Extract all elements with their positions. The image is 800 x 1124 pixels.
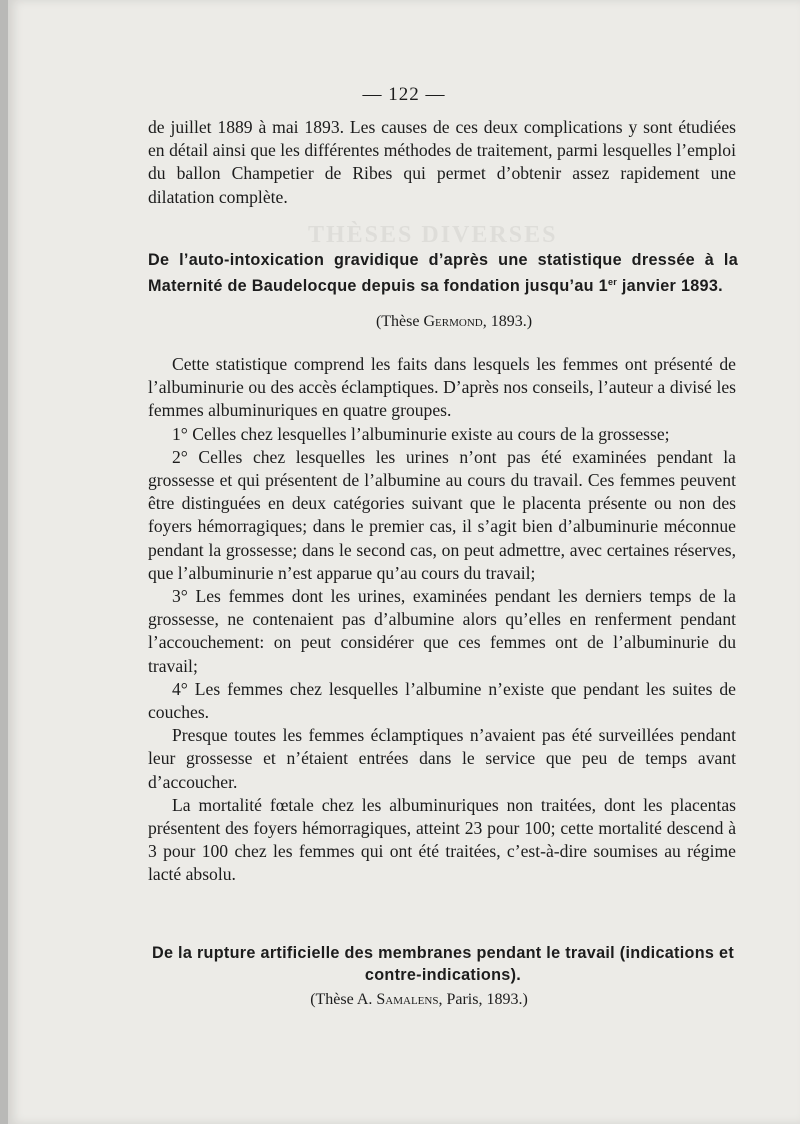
page-number: — 122 — [362,84,446,105]
continuation-paragraph [148,116,736,209]
show-through-text: THÈSES DIVERSES [308,222,558,248]
section-heading-rupture: De la rupture artificielle des membranes pendant le travail (indications et contre-indications). [151,944,735,984]
section-heading-auto-intoxication: De l’auto-intoxication gravidique d’après une statistique dressée à la Maternité de Baudelocque depuis sa fondation jusqu’au 1er janvier 1893. [148,251,738,295]
citation-author: Germond [423,313,483,330]
list-item: 2° Celles chez lesquelles les urines n’ont pas été examinées pendant la grossesse et qui présentent de l’albumine au cours du travail. Ces femmes peuvent être distinguées en deux catégories suivant que le placenta présente ou non des foyers hémorragiques; dans le premier cas, il s’agit bien d’albuminurie méconnue pendant la grossesse; dans le second cas, on peut admettre, avec certaines réserves, que l’albuminurie n’est apparue qu’au cours du travail; [148,446,736,583]
paragraph: Cette statistique comprend les faits dans lesquels les femmes ont présenté de l’albuminurie ou des accès éclamptiques. D’après nos conseils, l’auteur a divisé les femmes albuminuriques en quatre groupes. [148,354,736,421]
citation-samalens: (Thèse A. Samalens, Paris, 1893.) [310,991,528,1008]
citation-germond: (Thèse Germond, 1893.) [375,313,533,330]
citation-author: Samalens [376,991,439,1008]
document-page [8,0,800,1124]
paragraph: Presque toutes les femmes éclamptiques n’avaient pas été surveillées pendant leur grossesse et n’étaient entrées dans le service que peu de temps avant d’accoucher. [148,725,736,792]
list-item: 1° Celles chez lesquelles l’albuminurie existe au cours de la grossesse; [172,423,670,444]
paragraph: La mortalité fœtale chez les albuminuriques non traitées, dont les placentas présentent des foyers hémorragiques, atteint 23 pour 100; cette mortalité descend à 3 pour 100 chez les femmes qui ont été traitées, c’est-à-dire soumises au régime lacté absolu. [148,794,736,885]
list-item: 3° Les femmes dont les urines, examinées pendant les derniers temps de la grossesse, ne contenaient pas d’albumine alors qu’elles en renferment pendant l’accouchement: on peut considérer que ces femmes ont de l’albuminurie du travail; [148,586,736,676]
list-item: 4° Les femmes chez lesquelles l’albumine n’existe que pendant les suites de couches. [148,678,736,723]
paragraph: de juillet 1889 à mai 1893. Les causes de ces deux complications y sont étudiées en détail ainsi que les différentes méthodes de traitement, parmi lesquelles l’emploi du ballon Champetier de Ribes qui permet d’obtenir assez rapidement une dilatation complète. [148,117,736,207]
section-body [148,353,736,887]
